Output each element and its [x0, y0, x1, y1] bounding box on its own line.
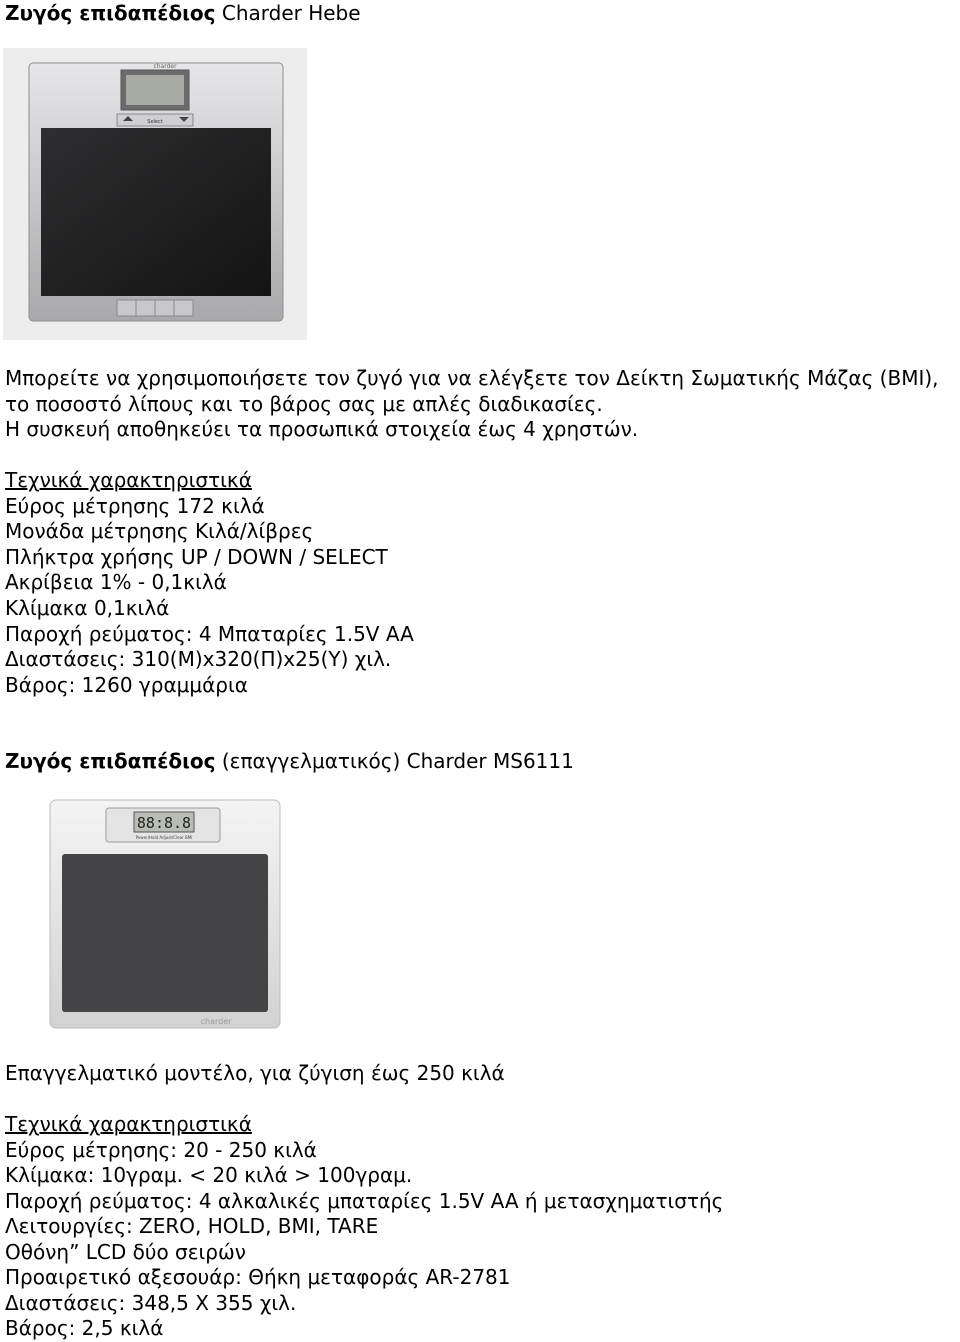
product1-desc-line: το ποσοστό λίπους και το βάρος σας με απλές διαδικασίες.: [5, 392, 603, 416]
product2-title-rest: (επαγγελματικός) Charder MS6111: [215, 749, 574, 773]
product1-spec-item: Εύρος μέτρησης 172 κιλά: [5, 494, 265, 518]
product1-desc-line: Η συσκευή αποθηκεύει τα προσωπικά στοιχεία έως 4 χρηστών.: [5, 417, 639, 441]
product2-spec-item: Εύρος μέτρησης: 20 - 250 κιλά: [5, 1138, 317, 1162]
product1-spec-item: Βάρος: 1260 γραμμάρια: [5, 673, 248, 697]
product1-title-bold: Ζυγός επιδαπέδιος: [5, 1, 216, 25]
product2-title-bold: Ζυγός επιδαπέδιος: [5, 749, 216, 773]
product2-specs-heading: Τεχνικά χαρακτηριστικά: [5, 1112, 252, 1136]
product2-spec-item: Προαιρετικό αξεσουάρ: Θήκη μεταφοράς AR-2781: [5, 1265, 511, 1289]
product2-scale-display: 88:8.8: [136, 814, 192, 832]
product2-spec-item: Κλίμακα: 10γραμ. < 20 κιλά > 100γραμ.: [5, 1163, 413, 1187]
product2-desc: Επαγγελματικό μοντέλο, για ζύγιση έως 250 κιλά: [5, 1061, 505, 1085]
product2-title: [5, 748, 574, 774]
product2-scale-image: [48, 798, 284, 1032]
product1-spec-item: Ακρίβεια 1% - 0,1κιλά: [5, 570, 227, 594]
product1-spec-item: Παροχή ρεύματος: 4 Μπαταρίες 1.5V AA: [5, 622, 414, 646]
product2-spec-item: Παροχή ρεύματος: 4 αλκαλικές μπαταρίες 1.5V AA ή μετασχηματιστής: [5, 1189, 724, 1213]
product1-spec-item: Μονάδα μέτρησης Κιλά/λίβρες: [5, 519, 314, 543]
product2-scale-brand: charder: [200, 1017, 232, 1026]
product1-specs-heading: Τεχνικά χαρακτηριστικά: [5, 468, 252, 492]
product1-spec-item: Διαστάσεις: 310(Μ)x320(Π)x25(Υ) χιλ.: [5, 647, 392, 671]
product1-spec-item: Κλίμακα 0,1κιλά: [5, 596, 170, 620]
product1-title: [5, 0, 361, 26]
product2-spec-item: Διαστάσεις: 348,5 X 355 χιλ.: [5, 1291, 297, 1315]
product2-spec-item: Λειτουργίες: ZERO, HOLD, BMI, TARE: [5, 1214, 379, 1238]
product1-scale-select-label: Select: [147, 119, 163, 125]
product1-scale-brand: charder: [153, 63, 177, 70]
product2-scale-labels: Power/Hold Adjust/Clear BMI: [135, 835, 193, 840]
product1-scale-image: [3, 48, 307, 340]
product2-spec-item: Βάρος: 2,5 κιλά: [5, 1316, 164, 1340]
product1-spec-item: Πλήκτρα χρήσης UP / DOWN / SELECT: [5, 545, 388, 569]
product1-desc-line: Μπορείτε να χρησιμοποιήσετε τον ζυγό για να ελέγξετε τον Δείκτη Σωματικής Μάζας (BMI),: [5, 366, 939, 390]
product1-title-rest: Charder Hebe: [215, 1, 361, 25]
product2-spec-item: Οθόνη” LCD δύο σειρών: [5, 1240, 246, 1264]
